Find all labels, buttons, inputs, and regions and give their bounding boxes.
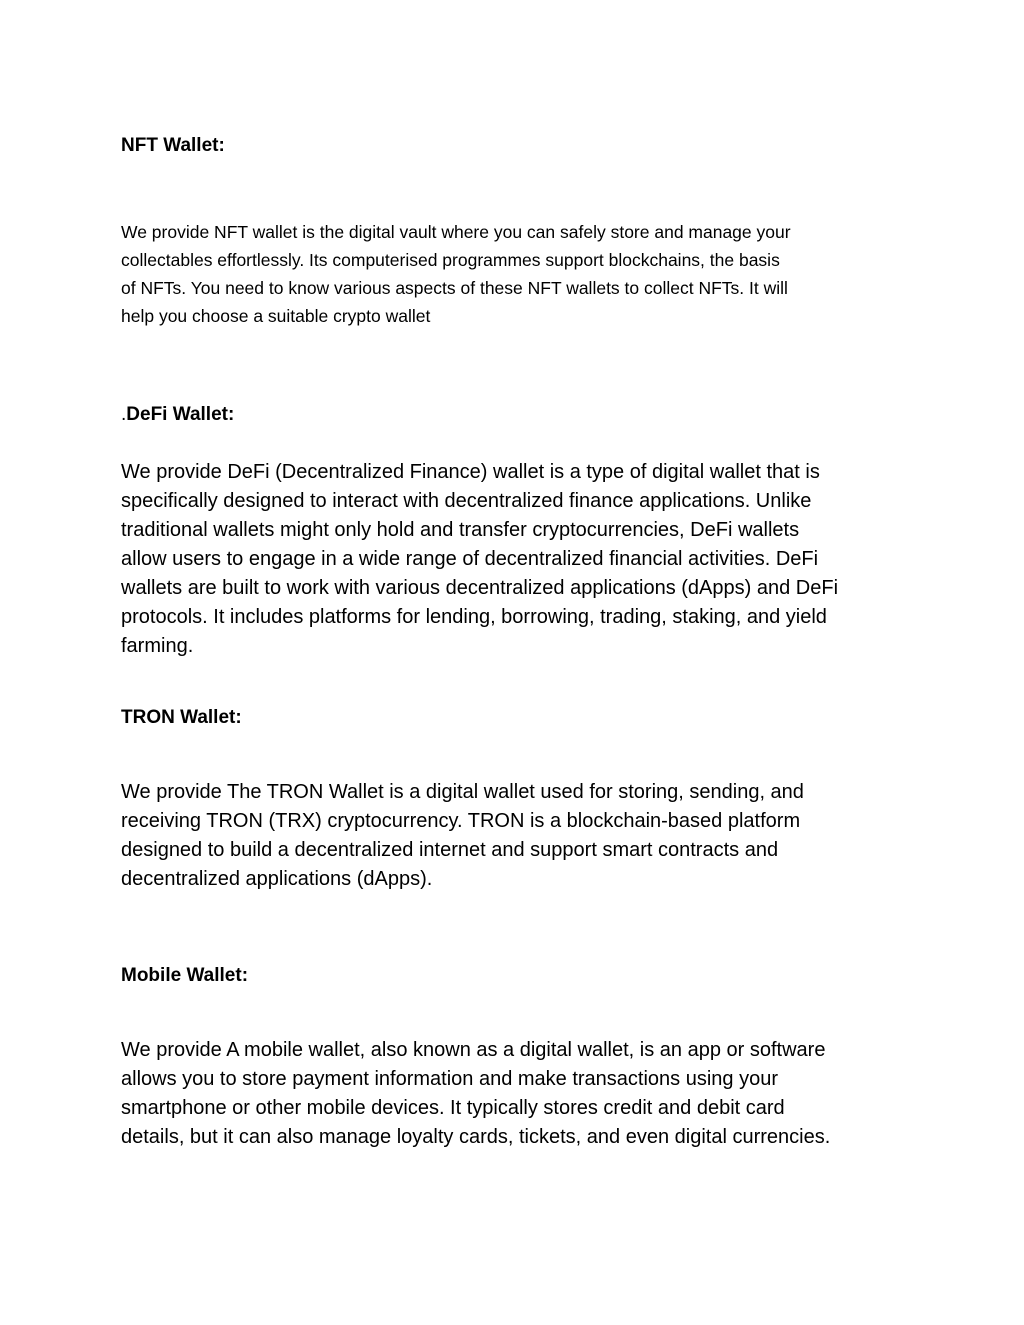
paragraph-line: We provide The TRON Wallet is a digital wallet used for storing, sending, and (121, 781, 804, 803)
paragraph-line: We provide A mobile wallet, also known as a digital wallet, is an app or software (121, 1039, 826, 1061)
nft-wallet-paragraph (121, 218, 911, 330)
paragraph-line: protocols. It includes platforms for lending, borrowing, trading, staking, and yield (121, 606, 827, 628)
defi-wallet-heading-text: DeFi Wallet: (126, 404, 235, 425)
defi-wallet-heading-prefix: . (121, 404, 127, 425)
paragraph-line: We provide NFT wallet is the digital vault where you can safely store and manage your (121, 222, 791, 242)
paragraph-line: traditional wallets might only hold and transfer cryptocurrencies, DeFi wallets (121, 519, 800, 541)
mobile-wallet-paragraph (121, 1036, 921, 1152)
nft-wallet-heading-text: NFT Wallet: (121, 135, 225, 156)
paragraph-line: allow users to engage in a wide range of decentralized financial activities. DeFi (121, 548, 819, 570)
paragraph-line: details, but it can also manage loyalty cards, tickets, and even digital currencies. (121, 1126, 831, 1148)
paragraph-line: of NFTs. You need to know various aspects of these NFT wallets to collect NFTs. It will (121, 278, 788, 298)
paragraph-line: wallets are built to work with various decentralized applications (dApps) and DeFi (121, 577, 839, 599)
paragraph-line: farming. (121, 635, 194, 657)
mobile-wallet-heading-text: Mobile Wallet: (121, 965, 249, 986)
tron-wallet-heading-text: TRON Wallet: (121, 707, 242, 728)
paragraph-line: decentralized applications (dApps). (121, 868, 433, 890)
paragraph-line: smartphone or other mobile devices. It typically stores credit and debit card (121, 1097, 785, 1119)
defi-wallet-paragraph (121, 458, 921, 661)
paragraph-line: collectables effortlessly. Its computerised programmes support blockchains, the basis (121, 250, 780, 270)
defi-wallet-heading (121, 403, 234, 427)
paragraph-line: receiving TRON (TRX) cryptocurrency. TRON is a blockchain-based platform (121, 810, 801, 832)
tron-wallet-heading (121, 706, 242, 730)
paragraph-line: We provide DeFi (Decentralized Finance) wallet is a type of digital wallet that is (121, 461, 820, 483)
tron-wallet-paragraph (121, 778, 921, 894)
mobile-wallet-heading (121, 964, 248, 988)
paragraph-line: specifically designed to interact with decentralized finance applications. Unlike (121, 490, 812, 512)
paragraph-line: allows you to store payment information and make transactions using your (121, 1068, 779, 1090)
nft-wallet-heading (121, 134, 225, 158)
paragraph-line: help you choose a suitable crypto wallet (121, 306, 431, 326)
paragraph-line: designed to build a decentralized internet and support smart contracts and (121, 839, 779, 861)
